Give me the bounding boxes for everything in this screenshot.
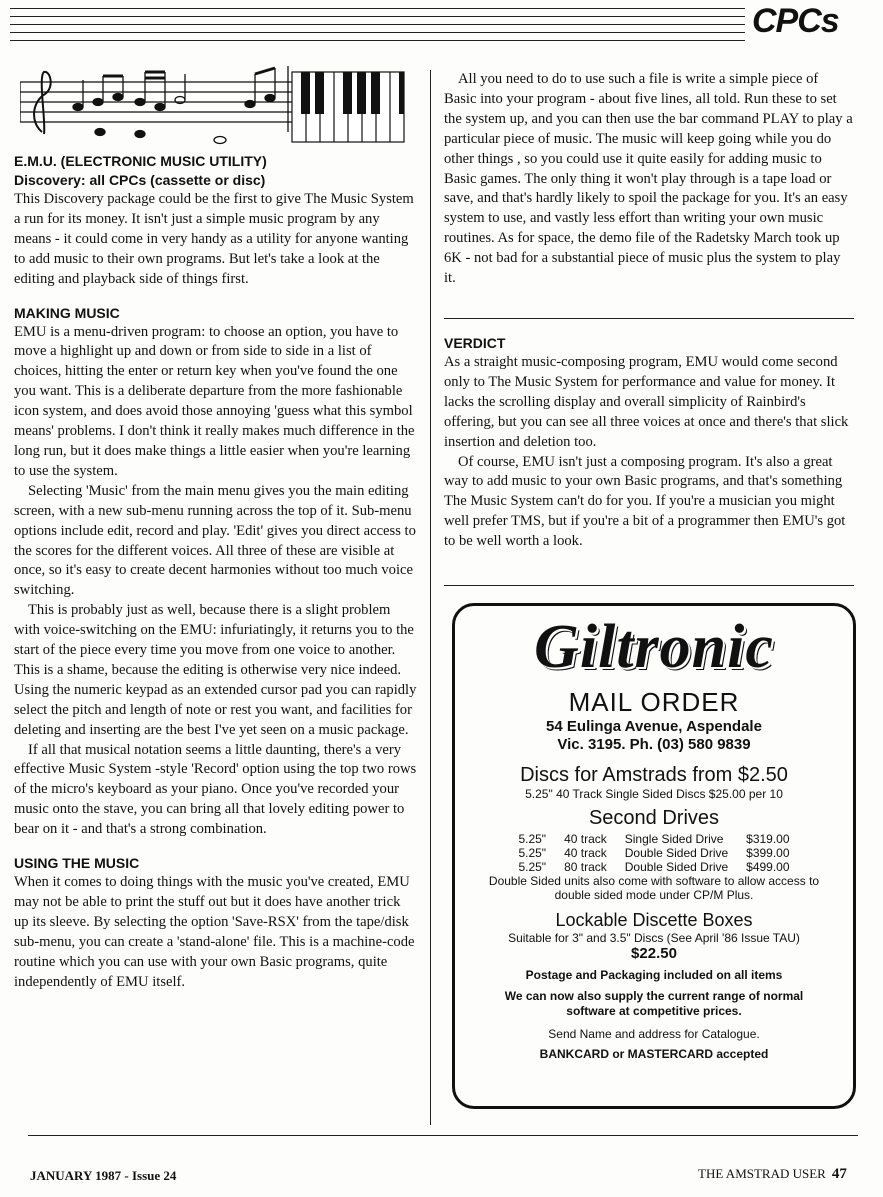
mail-order-heading: MAIL ORDER [568,687,740,717]
paragraph: This is probably just as well, because there is a slight problem with voice-switching on the EMU: infuriatingly, it returns you to the start of the piece every time you move from one voice to another. This is a shame, because the editing is otherwise very nice indeed. Using the numeric keypad as an extended cursor pad you can rapidly select the pitch and length of note or rest you want, and facilities for deleting and inserting are the best I've yet seen on a music package. [14,602,417,738]
cell: $399.00 [746,846,790,860]
drives-note: Double Sided units also come with software to allow access to double sided mode under CP/M Plus. [488,874,820,902]
cell: Single Sided Drive [624,832,724,846]
table-row [509,832,798,846]
article-column-left [14,152,418,993]
discs-detail: 5.25" 40 Track Single Sided Discs $25.00 per 10 [525,787,783,801]
cell: $319.00 [746,832,790,846]
heading-using-the-music: USING THE MUSIC [14,855,140,872]
table-row [509,846,798,860]
paragraph: If all that musical notation seems a little daunting, there's a very effective Music System -style 'Record' option using the top two rows of the micro's keyboard as your piano. Once you've recorded your music onto the stave, you can bring all that lovely editing power to bear on it - and that's a strong combination. [14,741,417,838]
drives-heading: Second Drives [588,807,720,829]
issue-date: JANUARY 1987 - Issue 24 [30,1168,177,1183]
article-column-right [444,70,854,289]
catalogue-note: Send Name and address for Catalogue. [548,1027,760,1041]
paragraph: Selecting 'Music' from the main menu gives you the main editing screen, with a new sub-menu running across the top of it. Sub-menu options include edit, record and play. 'Edit' gives you direct access to the scores for the different voices. All three of these are visible at once, so it's easy to create decent harmonies without too much voice switching. [14,482,416,599]
boxes-price: $22.50 [631,945,677,962]
section-title: CPCs [752,2,839,40]
discs-heading: Discs for Amstrads from $2.50 [520,764,788,786]
boxes-detail: Suitable for 3" and 3.5" Discs (See April '86 Issue TAU) [508,931,800,945]
giltronic-advertisement [452,603,856,1109]
verdict-section [444,334,854,552]
address-line: Vic. 3195. Ph. (03) 580 9839 [557,736,751,753]
drives-table [509,832,798,874]
table-row [509,860,798,874]
paragraph: When it comes to doing things with the music you've created, EMU may not be able to print the stuff out but it does have another trick up its sleeve. By selecting the option 'Save-RSX' from the tape/disk sub-menu, you can create a 'stand-alone' file. This is a machine-code routine which you can use with your own Basic programs, quite independently of EMU itself. [14,874,415,990]
article-title: E.M.U. (ELECTRONIC MUSIC UTILITY) [14,153,267,169]
paragraph: EMU is a menu-driven program: to choose an option, you have to move a highlight up and down or from side to side in a list of choices, hitting the enter or return key when you've found the one you want. This is a deliberate departure from the more fashionable icon system, and does avoid those annoying 'guess what this symbol means' problems. I don't think it really makes much difference in the long run, but it does make things a little easier when you're learning to use the system. [14,323,415,479]
cell: Double Sided Drive [624,860,729,874]
address-line: 54 Eulinga Avenue, Aspendale [546,718,762,735]
postage-note: Postage and Packaging included on all items [525,968,783,982]
column-divider [430,70,431,1125]
cell: $499.00 [746,860,790,874]
software-note: We can now also supply the current range of normal software at competitive prices. [504,989,804,1018]
cell: 5.25" [518,860,547,874]
heading-verdict: VERDICT [444,335,506,351]
paragraph: All you need to do to use such a file is write a simple piece of Basic into your program - about five lines, all told. Run these to set the system up, and you can then use the bar command PLAY to play a particular piece of music. The music will keep going while you do other things , so you could use it quite easily for adding music to Basic games. The only thing it won't play through is a tape load or save, and that's hardly likely to spoil the package for you. It's an easy system to use, and vastly less effort than writing your own music routines. As for space, the demo file of the Radetsky March took up 6K - not bad for a substantial piece of music plus the system to play it. [444,71,853,287]
cell: 5.25" [518,832,547,846]
article-subtitle: Discovery: all CPCs (cassette or disc) [14,172,266,188]
page-number: 47 [831,1166,847,1182]
magazine-name: THE AMSTRAD USER [698,1166,826,1181]
cell: 5.25" [518,846,547,860]
cell: Double Sided Drive [624,846,729,860]
intro-paragraph: This Discovery package could be the first to give The Music System a run for its money. It isn't just a simple music program by any means - it could come in very handy as a utility for anyone wanting to add music to their own programs. But let's take a look at the editing and playback side of things first. [14,191,414,287]
footer-magazine [698,1166,847,1183]
heading-making-music: MAKING MUSIC [14,304,120,321]
footer-rule [28,1135,858,1136]
divider [444,318,854,319]
cell: 40 track [564,846,607,860]
giltronic-logo: Giltronic [534,613,774,681]
cards-note: BANKCARD or MASTERCARD accepted [539,1047,769,1061]
cell: 40 track [564,832,607,846]
paragraph: As a straight music-composing program, EMU would come second only to The Music System for performance and value for money. It lacks the scrolling display and overall simplicity of Rainbird's offering, but you can see all three voices at once and there's that slick insertion and deletion too. [444,354,849,450]
boxes-heading: Lockable Discette Boxes [555,910,753,930]
divider [444,585,854,586]
music-stave-keyboard-illustration [20,62,420,150]
paragraph: Of course, EMU isn't just a composing program. It's also a great way to add music to your own Basic programs, and that's something The Music System can't do for you. If you're a musician you might well prefer TMS, but if you're a bit of a programmer then EMU's got to be well worth a look. [444,453,846,550]
cell: 80 track [564,860,607,874]
header-rules [10,8,745,48]
